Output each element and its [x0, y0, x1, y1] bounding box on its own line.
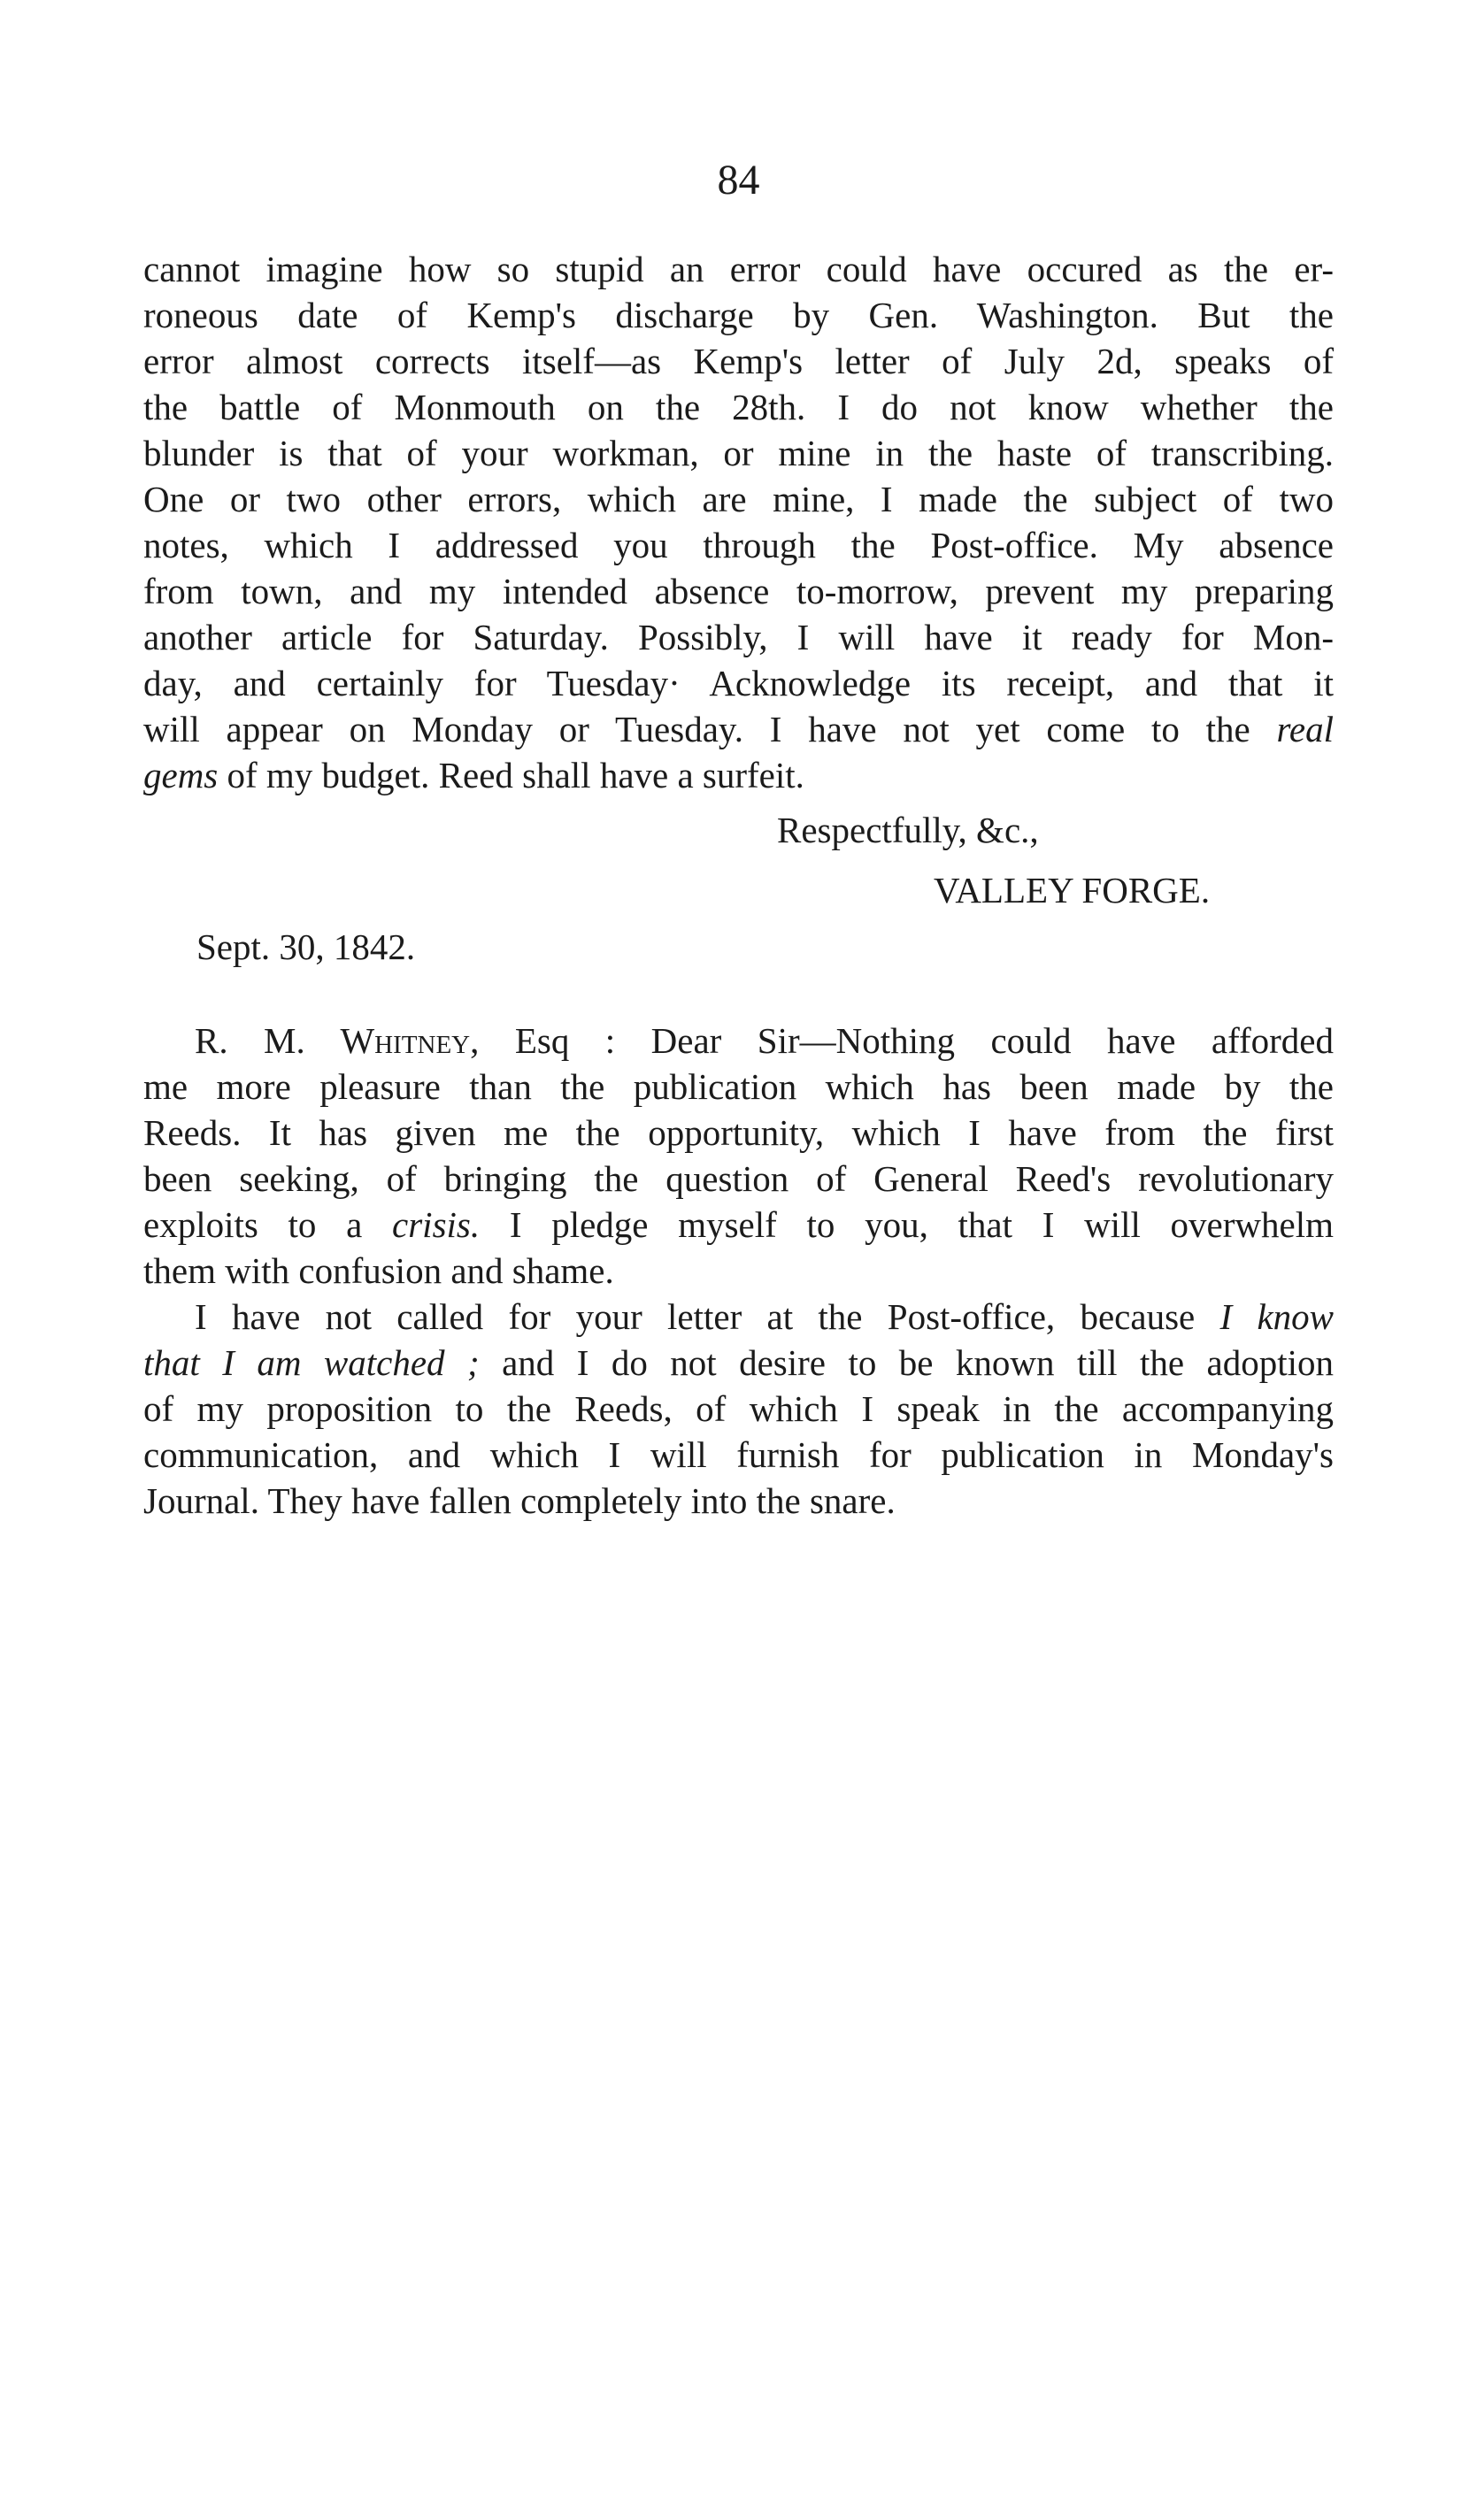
letter1-line-text: of my budget. Reed shall have a surfeit.: [218, 755, 804, 795]
letter2-salutation: [143, 1018, 1334, 1064]
letter1-line-text: will appear on Monday or Tuesday. I have not yet come to the: [143, 709, 1250, 749]
letter2-line-text: and I do not desire to be known till the adoption: [479, 1342, 1334, 1383]
letter1-line: cannot imagine how so stupid an error could have occured as the er-: [143, 249, 1334, 289]
letter1-line: blunder is that of your workman, or mine in the haste of transcribing.: [143, 433, 1334, 473]
letter1-line: the battle of Monmouth on the 28th. I do not know whether the: [143, 387, 1334, 427]
letter1-signature: VALLEY FORGE.: [934, 870, 1211, 910]
letter2-line: of my proposition to the Reeds, of which I speak in the accompanying: [143, 1388, 1334, 1429]
letter2-line: them with confusion and shame.: [143, 1250, 614, 1291]
letter1-line: [143, 706, 1334, 752]
letter2-line: been seeking, of bringing the question of General Reed's revolutionary: [143, 1158, 1334, 1199]
page-number: 84: [717, 157, 760, 204]
letter1-line: One or two other errors, which are mine, I made the subject of two: [143, 479, 1334, 519]
letter2-salutation-text: , Esq : Dear Sir—Nothing could have afforded: [470, 1020, 1334, 1061]
letter2-line: [143, 1202, 1334, 1248]
letter2-line: me more pleasure than the publication which has been made by the: [143, 1066, 1334, 1107]
letter2-addressee: R. M. Whitney: [195, 1020, 471, 1061]
letter2-body: [143, 1018, 1334, 1524]
letter1-body: [143, 246, 1334, 798]
letter1-line: [143, 752, 1334, 798]
letter2-line: Journal. They have fallen completely into the snare.: [143, 1480, 896, 1521]
letter2-line-text: exploits to a: [143, 1204, 393, 1245]
letter2-line: [143, 1294, 1334, 1340]
letter2-line: communication, and which I will furnish for publication in Monday's: [143, 1434, 1334, 1475]
letter1-closing: Respectfully, &c.,: [777, 810, 1039, 850]
letter2-line-text: I have not called for your letter at the Post-office, because: [195, 1296, 1220, 1337]
letter1-italic-gems: gems: [143, 755, 219, 795]
letter2-italic-crisis: crisis.: [392, 1204, 481, 1245]
letter2-line: Reeds. It has given me the opportunity, which I have from the first: [143, 1112, 1334, 1153]
letter1-line: day, and certainly for Tuesday· Acknowledge its receipt, and that it: [143, 663, 1334, 703]
letter2-line-text: I pledge myself to you, that I will overwhelm: [480, 1204, 1334, 1245]
letter2-italic-watched: that I am watched ;: [143, 1342, 480, 1383]
letter1-date: Sept. 30, 1842.: [196, 926, 416, 967]
letter1-line: another article for Saturday. Possibly, I will have it ready for Mon-: [143, 617, 1334, 657]
letter2-line: [143, 1340, 1334, 1386]
letter1-line: from town, and my intended absence to-morrow, prevent my preparing: [143, 571, 1334, 611]
letter1-line: notes, which I addressed you through the Post-office. My absence: [143, 525, 1334, 565]
letter2-italic-know: I know: [1219, 1296, 1335, 1337]
letter1-italic-real: real: [1276, 709, 1335, 749]
letter1-line: error almost corrects itself—as Kemp's letter of July 2d, speaks of: [143, 341, 1334, 381]
letter1-line: roneous date of Kemp's discharge by Gen. Washington. But the: [143, 295, 1334, 335]
